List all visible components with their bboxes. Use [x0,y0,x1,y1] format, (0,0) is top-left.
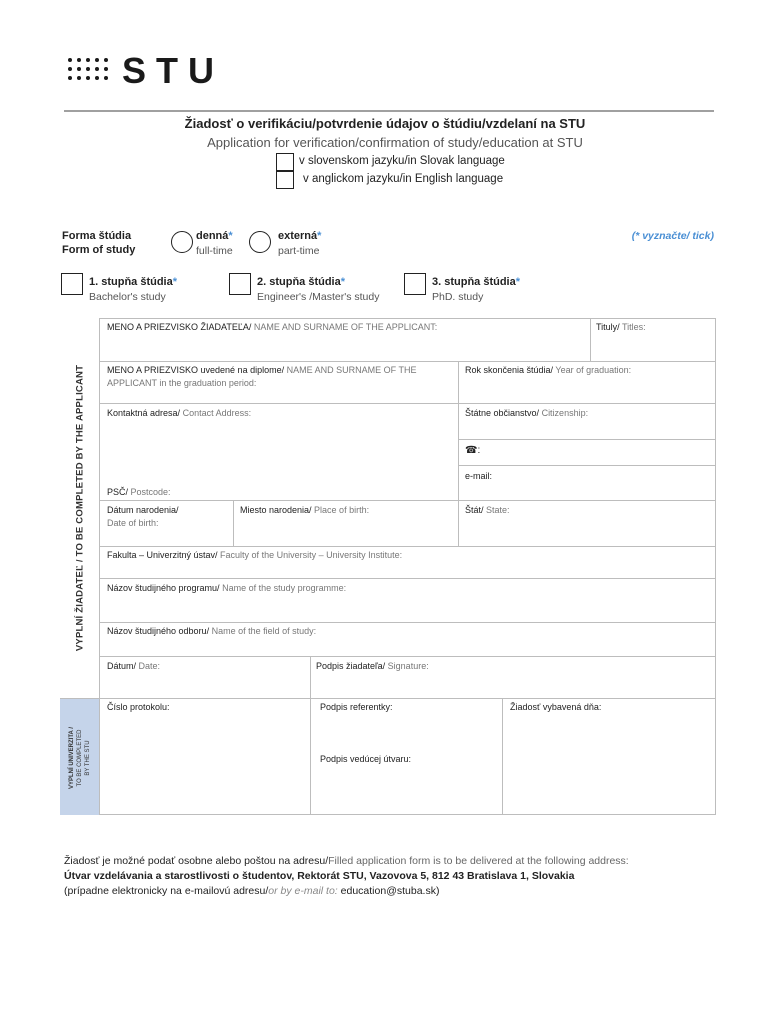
master-checkbox[interactable] [229,273,251,295]
date-of-birth-field[interactable]: Dátum narodenia/ Date of birth: [107,505,179,528]
footer-address: Útvar vzdelávania a starostlivosti o študentov, Rektorát STU, Vazovova 5, 812 43 Bratislava 1, Slovakia [64,870,575,882]
university-section-label: VYPLNÍ UNIVERZITA / TO BE COMPLETED BY THE STU [69,726,91,790]
protocol-number-field[interactable]: Číslo protokolu: [107,702,170,712]
applicant-name-field[interactable]: MENO A PRIEZVISKO ŽIADATEĽA/ NAME AND SURNAME OF THE APPLICANT: [107,322,438,332]
stu-logo-dots [68,58,116,88]
row-divider [100,578,716,579]
row-divider [100,361,716,362]
referent-signature-field[interactable]: Podpis referentky: [320,702,393,712]
english-language-checkbox[interactable] [276,171,294,189]
titles-field[interactable]: Tituly/ Titles: [596,322,646,332]
state-field[interactable]: Štát/ State: [465,505,510,515]
contact-address-field[interactable]: Kontaktná adresa/ Contact Address: [107,408,252,418]
bachelor-checkbox[interactable] [61,273,83,295]
english-language-label: v anglickom jazyku/in English language [303,173,504,185]
col-divider [502,698,503,815]
form-of-study-label-sk: Forma štúdia [62,230,132,242]
stu-logo: STU [122,50,224,91]
phone-icon: ☎: [465,445,481,456]
footer-email-note: (prípadne elektronicky na e-mailovú adresu/or by e-mail to: education@stuba.sk) [64,885,440,897]
external-label-sk: externá* [278,230,322,242]
phd-label-sk: 3. stupňa štúdia* [432,276,521,288]
form-of-study-label-en: Form of study [62,244,136,256]
field-of-study-field[interactable]: Názov študijného odboru/ Name of the field of study: [107,626,317,636]
master-label-sk: 2. stupňa štúdia* [257,276,346,288]
footer-delivery-note: Žiadosť je možné podať osobne alebo poštou na adresu/Filled application form is to be delivered at the following address: [64,855,629,867]
row-divider [100,546,716,547]
applicant-signature-field[interactable]: Podpis žiadateľa/ Signature: [316,661,429,671]
document-title-sk: Žiadosť o verifikáciu/potvrdenie údajov o štúdiu/vzdelaní na STU [184,116,586,131]
document-title-en: Application for verification/confirmation of study/education at STU [207,135,583,150]
request-completed-field[interactable]: Žiadosť vybavená dňa: [510,702,602,712]
external-radio[interactable] [249,231,271,253]
slovak-language-checkbox[interactable] [276,153,294,171]
fulltime-radio[interactable] [171,231,193,253]
footer-email-link[interactable]: education@stuba.sk) [337,885,440,897]
place-of-birth-field[interactable]: Miesto narodenia/ Place of birth: [240,505,370,515]
col-divider [310,656,311,815]
citizenship-field[interactable]: Štátne občianstvo/ Citizenship: [465,408,589,418]
row-divider [100,698,716,699]
graduation-year-field[interactable]: Rok skončenia štúdia/ Year of graduation: [465,365,632,375]
row-divider [100,403,716,404]
fulltime-label-sk: denná* [196,230,233,242]
slovak-language-label: v slovenskom jazyku/in Slovak language [299,155,505,167]
postcode-field[interactable]: PSČ/ Postcode: [107,487,171,497]
master-label-en: Engineer's /Master's study [257,291,380,303]
email-field[interactable]: e-mail: [465,471,493,481]
phd-checkbox[interactable] [404,273,426,295]
col-divider [458,361,459,546]
head-signature-field[interactable]: Podpis vedúcej útvaru: [320,754,412,764]
phone-field[interactable] [465,444,480,457]
row-divider [100,656,716,657]
external-label-en: part-time [278,245,320,257]
bachelor-label-en: Bachelor's study [89,291,166,303]
col-divider [233,500,234,546]
diploma-name-field[interactable]: MENO A PRIEZVISKO uvedené na diplome/ NAME AND SURNAME OF THE APPLICANT in the graduation period: [107,365,417,388]
row-divider [458,439,716,440]
study-programme-field[interactable]: Názov študijného programu/ Name of the study programme: [107,583,347,593]
bachelor-label-sk: 1. stupňa štúdia* [89,276,178,288]
col-divider [590,318,591,361]
row-divider [458,465,716,466]
phd-label-en: PhD. study [432,291,484,303]
application-form-table [60,318,716,815]
applicant-section-label: VYPLNÍ ŽIADATEĽ / TO BE COMPLETED BY THE APPLICANT [74,364,86,652]
date-field[interactable]: Dátum/ Date: [107,661,161,671]
row-divider [100,500,716,501]
tick-note: (* vyznačte/ tick) [631,230,714,242]
fulltime-label-en: full-time [196,245,233,257]
row-divider [100,622,716,623]
faculty-field[interactable]: Fakulta – Univerzitný ústav/ Faculty of the University – University Institute: [107,550,403,560]
header-divider [64,110,714,112]
